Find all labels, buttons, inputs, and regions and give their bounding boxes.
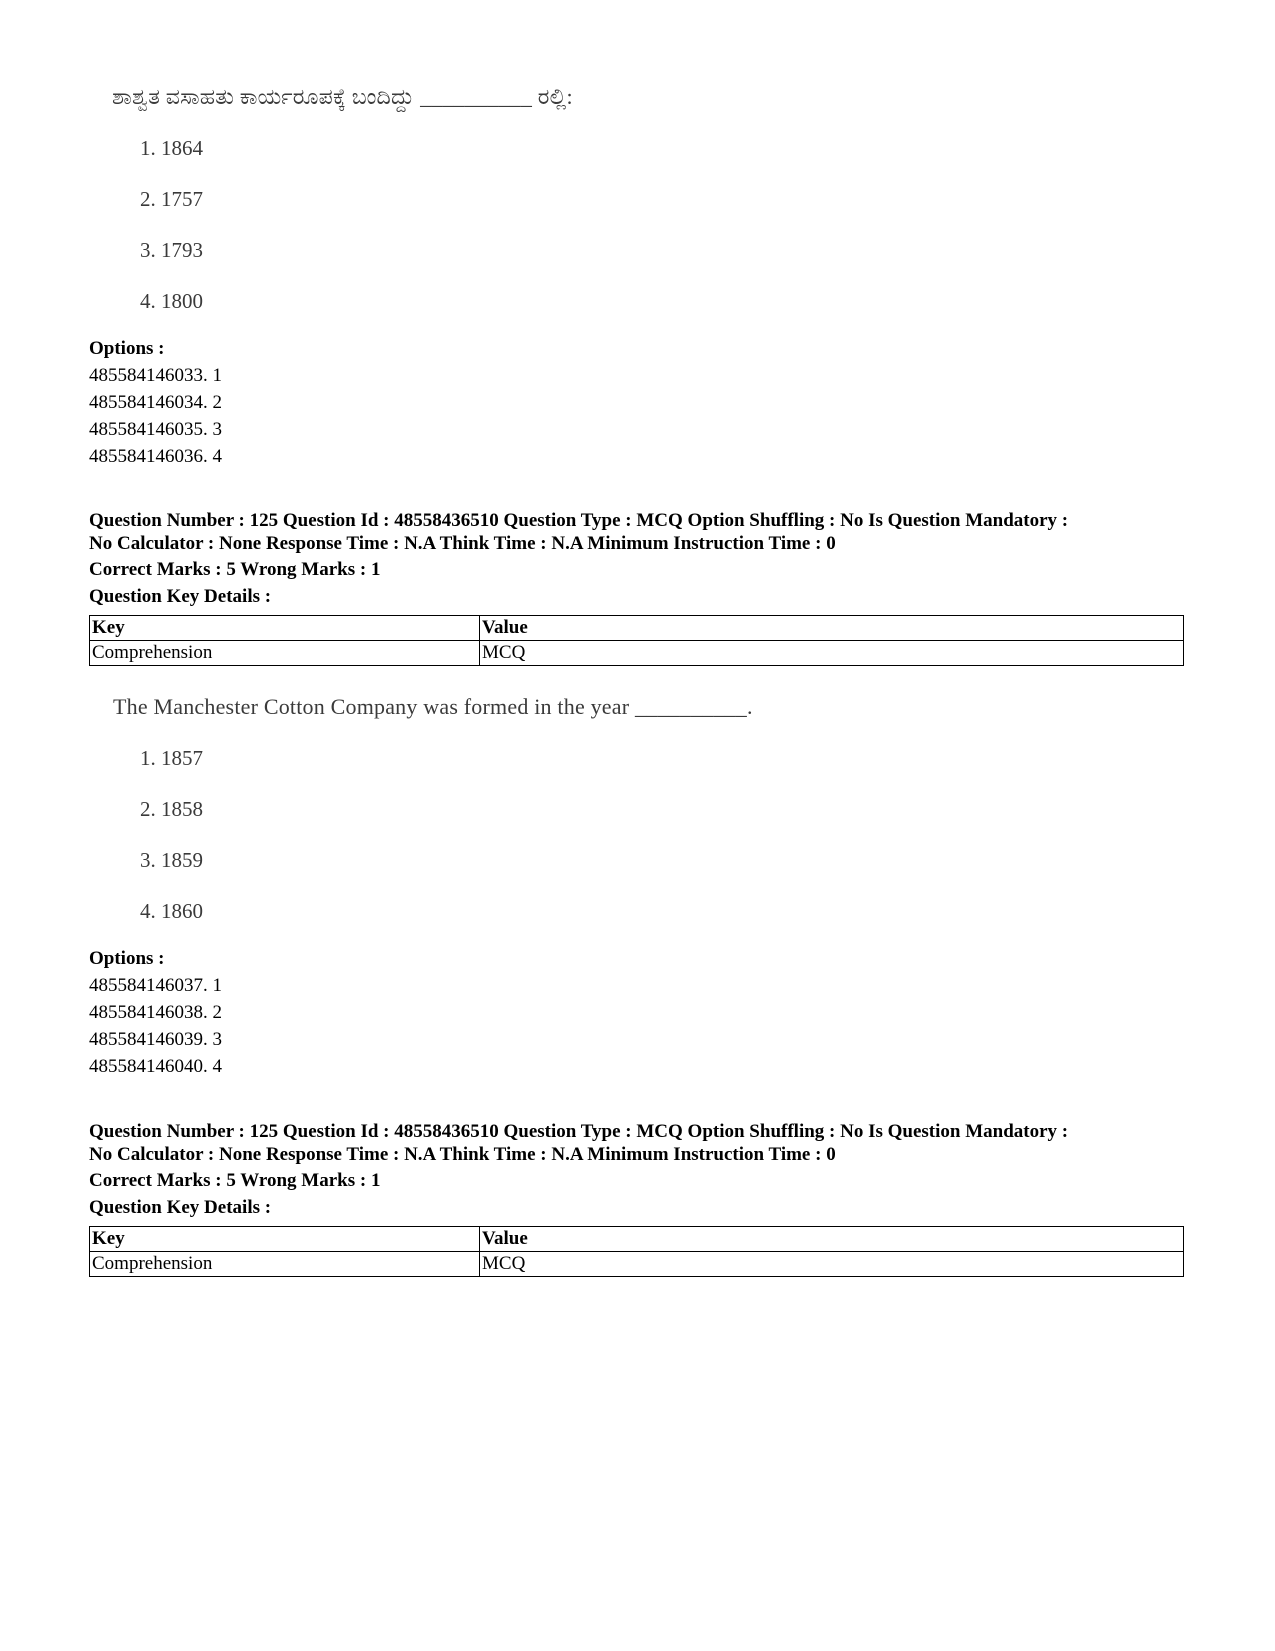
options-label: Options : — [89, 338, 165, 359]
table-row — [90, 641, 1184, 666]
question-2-choice-1: 1. 1857 — [140, 746, 203, 770]
key-details-table — [89, 1226, 1184, 1277]
table-cell: MCQ — [480, 1252, 1184, 1277]
table-header-row — [90, 1227, 1184, 1252]
question-2-choice-3: 3. 1859 — [140, 848, 203, 872]
key-details-table — [89, 615, 1184, 666]
question-1-text: ಶಾಶ್ವತ ವಸಾಹತು ಕಾರ್ಯರೂಪಕ್ಕೆ ಬಂದಿದ್ದು __________ ರಲ್ಲಿ: — [112, 84, 573, 109]
option-id: 485584146036. 4 — [89, 446, 222, 467]
table-header-value: Value — [480, 1227, 1184, 1252]
table-header-key: Key — [90, 1227, 480, 1252]
table-cell: Comprehension — [90, 1252, 480, 1277]
option-id: 485584146035. 3 — [89, 419, 222, 440]
table-cell: Comprehension — [90, 641, 480, 666]
question-1-choice-2: 2. 1757 — [140, 187, 203, 211]
option-id: 485584146039. 3 — [89, 1029, 222, 1050]
question-1-choice-4: 4. 1800 — [140, 289, 203, 313]
option-id: 485584146034. 2 — [89, 392, 222, 413]
question-2-choice-4: 4. 1860 — [140, 899, 203, 923]
question-1-choice-3: 3. 1793 — [140, 238, 203, 262]
metadata-line-2: No Calculator : None Response Time : N.A Think Time : N.A Minimum Instruction Time : 0 — [89, 1144, 836, 1165]
metadata-line-1: Question Number : 125 Question Id : 48558436510 Question Type : MCQ Option Shuffling : No Is Question Mandatory : — [89, 510, 1069, 531]
option-id: 485584146033. 1 — [89, 365, 222, 386]
marks-line: Correct Marks : 5 Wrong Marks : 1 — [89, 1170, 381, 1191]
question-1-choice-1: 1. 1864 — [140, 136, 203, 160]
question-2-choice-2: 2. 1858 — [140, 797, 203, 821]
key-details-label: Question Key Details : — [89, 586, 272, 607]
table-row — [90, 1252, 1184, 1277]
metadata-line-2: No Calculator : None Response Time : N.A Think Time : N.A Minimum Instruction Time : 0 — [89, 533, 836, 554]
options-label: Options : — [89, 948, 165, 969]
question-2-text: The Manchester Cotton Company was formed in the year __________. — [113, 694, 753, 719]
option-id: 485584146040. 4 — [89, 1056, 222, 1077]
question-metadata — [89, 509, 1149, 555]
table-cell: MCQ — [480, 641, 1184, 666]
option-id: 485584146037. 1 — [89, 975, 222, 996]
option-id: 485584146038. 2 — [89, 1002, 222, 1023]
table-header-row — [90, 616, 1184, 641]
question-metadata — [89, 1120, 1149, 1166]
table-header-key: Key — [90, 616, 480, 641]
metadata-line-1: Question Number : 125 Question Id : 48558436510 Question Type : MCQ Option Shuffling : No Is Question Mandatory : — [89, 1121, 1069, 1142]
table-header-value: Value — [480, 616, 1184, 641]
key-details-label: Question Key Details : — [89, 1197, 272, 1218]
marks-line: Correct Marks : 5 Wrong Marks : 1 — [89, 559, 381, 580]
